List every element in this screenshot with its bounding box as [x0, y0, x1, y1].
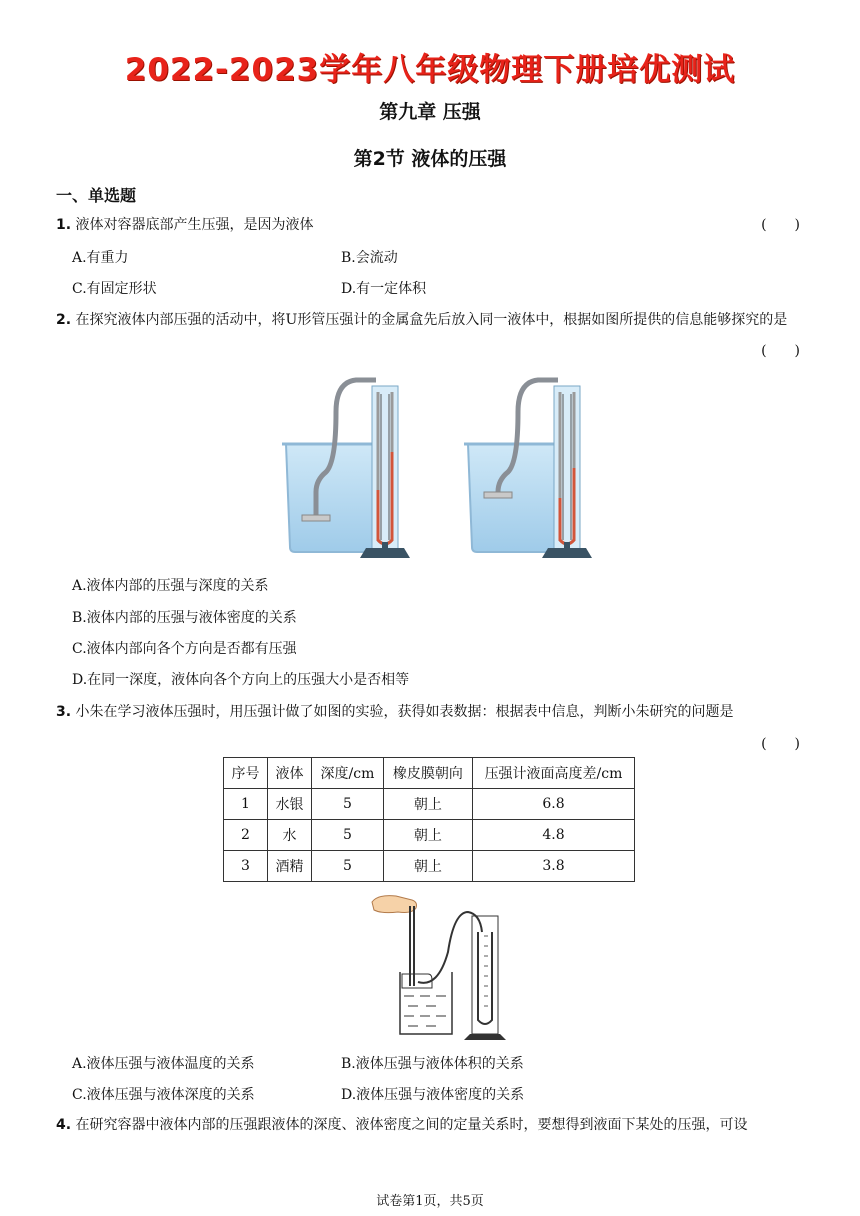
- table-cell: 2: [224, 820, 268, 851]
- question-number: 1.: [56, 217, 72, 233]
- option-d: D.在同一深度，液体向各个方向上的压强大小是否相等: [72, 672, 410, 688]
- pressure-gauge-figure: [276, 372, 606, 558]
- option-b: B.液体内部的压强与液体密度的关系: [72, 610, 297, 626]
- table-header: 序号: [224, 758, 268, 789]
- option-d: D.液体压强与液体密度的关系: [341, 1087, 525, 1103]
- option-a: A.液体内部的压强与深度的关系: [72, 578, 269, 594]
- option-b: B.液体压强与液体体积的关系: [341, 1056, 524, 1072]
- answer-bracket: ( ): [761, 343, 800, 359]
- option-c: C.有固定形状: [72, 281, 157, 297]
- option-c: C.液体压强与液体深度的关系: [72, 1087, 255, 1103]
- question-4: [56, 1110, 808, 1140]
- table-cell: 水: [268, 820, 312, 851]
- question-3: [56, 697, 808, 727]
- answer-bracket: ( ): [761, 217, 800, 233]
- question-stem: 在研究容器中液体内部的压强跟液体的深度、液体密度之间的定量关系时，要想得到液面下某处的压强，可设: [75, 1117, 748, 1133]
- section-title: 第2节 液体的压强: [353, 148, 507, 170]
- table-header: 橡皮膜朝向: [383, 758, 472, 789]
- option-d: D.有一定体积: [341, 281, 427, 297]
- section-label: 一、单选题: [56, 186, 137, 205]
- option-a: A.液体压强与液体温度的关系: [72, 1056, 255, 1072]
- table-cell: 5: [312, 851, 384, 882]
- table-row: [224, 820, 635, 851]
- table-cell: 3.8: [472, 851, 634, 882]
- table-cell: 酒精: [268, 851, 312, 882]
- question-stem: 小朱在学习液体压强时，用压强计做了如图的实验，获得如表数据：根据表中信息，判断小朱研究的问题是: [75, 704, 734, 720]
- table-cell: 4.8: [472, 820, 634, 851]
- table-header: 液体: [268, 758, 312, 789]
- table-cell: 1: [224, 789, 268, 820]
- question-number: 4.: [56, 1117, 72, 1133]
- table-cell: 6.8: [472, 789, 634, 820]
- table-cell: 水银: [268, 789, 312, 820]
- chapter-title: 第九章 压强: [379, 101, 481, 123]
- table-cell: 5: [312, 820, 384, 851]
- table-cell: 朝上: [383, 789, 472, 820]
- question-stem: 在探究液体内部压强的活动中，将U形管压强计的金属盒先后放入同一液体中，根据如图所提供的信息能够探究的是: [75, 312, 788, 328]
- table-header-row: [224, 758, 635, 789]
- table-header: 压强计液面高度差/cm: [472, 758, 634, 789]
- table-header: 深度/cm: [312, 758, 384, 789]
- option-c: C.液体内部向各个方向是否都有压强: [72, 641, 297, 657]
- question-number: 2.: [56, 312, 72, 328]
- table-cell: 朝上: [383, 851, 472, 882]
- left-apparatus: [282, 380, 410, 558]
- table-row: [224, 851, 635, 882]
- table-row: [224, 789, 635, 820]
- right-apparatus: [464, 380, 592, 558]
- question-stem: 液体对容器底部产生压强，是因为液体: [75, 217, 314, 233]
- question-2: [56, 305, 808, 335]
- answer-bracket: ( ): [761, 736, 800, 752]
- question-number: 3.: [56, 704, 72, 720]
- page-footer: 试卷第1页，共5页: [376, 1194, 484, 1209]
- table-cell: 朝上: [383, 820, 472, 851]
- option-a: A.有重力: [72, 250, 129, 266]
- exam-title: 2022-2023学年八年级物理下册培优测试: [124, 52, 736, 88]
- data-table: [223, 757, 635, 882]
- table-cell: 3: [224, 851, 268, 882]
- option-b: B.会流动: [341, 250, 398, 266]
- table-cell: 5: [312, 789, 384, 820]
- question-1: [56, 210, 808, 240]
- hand-gauge-figure: [368, 892, 508, 1042]
